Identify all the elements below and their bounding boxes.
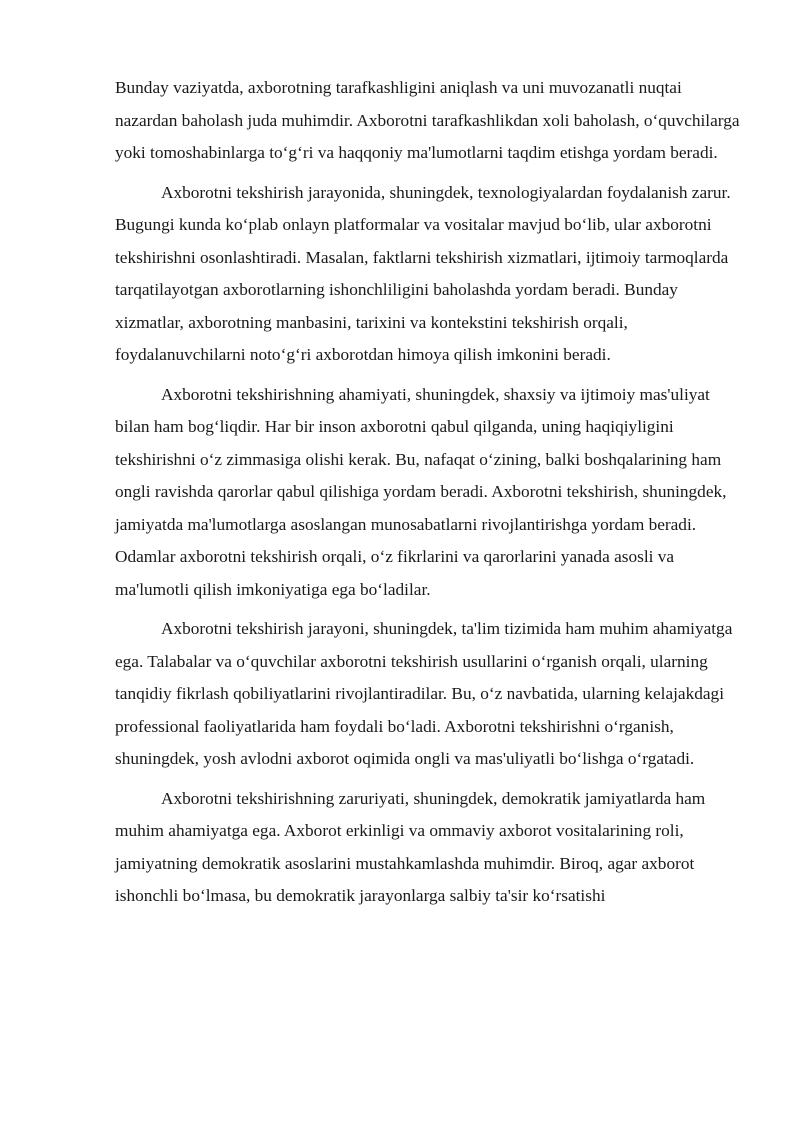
paragraph-5: Axborotni tekshirishning zaruriyati, shuningdek, demokratik jamiyatlarda ham muhim ahamiyatga ega. Axborot erkinligi va ommaviy axborot vositalarining roli, jamiyatning demokratik asoslarini mustahkamlashda muhimdir. Biroq, agar axborot ishonchli bo‘lmasa, bu demokratik jarayonlarga salbiy ta'sir ko‘rsatishi [115, 788, 706, 905]
document-body [115, 72, 741, 920]
paragraph-1: Bunday vaziyatda, axborotning tarafkashligini aniqlash va uni muvozanatli nuqtai nazardan baholash juda muhimdir. Axborotni tarafkashlikdan xoli baholash, o‘quvchilarga yoki tomoshabinlarga to‘g‘ri va haqqoniy ma'lumotlarni taqdim etishga yordam beradi. [115, 78, 740, 162]
paragraph-2: Axborotni tekshirish jarayonida, shuningdek, texnologiyalardan foydalanish zarur. Bugungi kunda ko‘plab onlayn platformalar va vositalar mavjud bo‘lib, ular axborotni tekshirishni osonlashtiradi. Masalan, faktlarni tekshirish xizmatlari, ijtimoiy tarmoqlarda tarqatilayotgan axborotlarning ishonchliligini baholashda yordam beradi. Bunday xizmatlar, axborotning manbasini, tarixini va kontekstini tekshirish orqali, foydalanuvchilarni noto‘g‘ri axborotdan himoya qilish imkonini beradi. [115, 182, 731, 364]
paragraph-3: Axborotni tekshirishning ahamiyati, shuningdek, shaxsiy va ijtimoiy mas'uliyat bilan ham bog‘liqdir. Har bir inson axborotni qabul qilganda, uning haqiqiyligini tekshirishni o‘z zimmasiga olishi kerak. Bu, nafaqat o‘zining, balki boshqalarining ham ongli ravishda qarorlar qabul qilishiga yordam beradi. Axborotni tekshirish, shuningdek, jamiyatda ma'lumotlarga asoslangan munosabatlarni rivojlantirishga yordam beradi. Odamlar axborotni tekshirish orqali, o‘z fikrlarini va qarorlarini yanada asosli va ma'lumotli qilish imkoniyatiga ega bo‘ladilar. [115, 384, 727, 599]
paragraph-4: Axborotni tekshirish jarayoni, shuningdek, ta'lim tizimida ham muhim ahamiyatga ega. Talabalar va o‘quvchilar axborotni tekshirish usullarini o‘rganish orqali, ularning tanqidiy fikrlash qobiliyatlarini rivojlantiradilar. Bu, o‘z navbatida, ularning kelajakdagi professional faoliyatlarida ham foydali bo‘ladi. Axborotni tekshirishni o‘rganish, shuningdek, yosh avlodni axborot oqimida ongli va mas'uliyatli bo‘lishga o‘rgatadi. [115, 619, 733, 768]
